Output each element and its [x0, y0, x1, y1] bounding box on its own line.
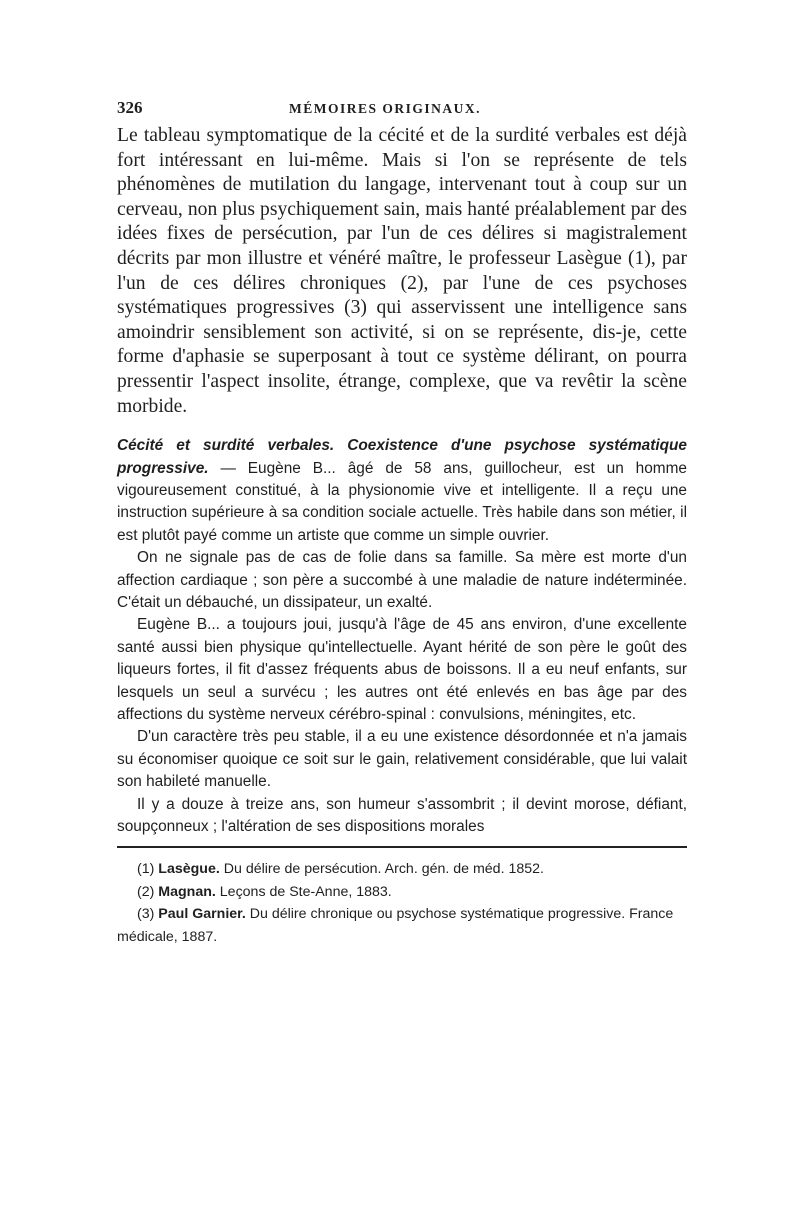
footnote-2-text: Leçons de Ste-Anne, 1883. [215, 883, 392, 900]
footnote-3 [117, 903, 687, 948]
footnote-3-mark: (3) [137, 906, 155, 923]
case-paragraph-1 [117, 435, 687, 547]
footnote-2-mark: (2) [137, 883, 155, 900]
page-number: 326 [117, 98, 143, 117]
footnotes [117, 858, 687, 948]
footnote-3-author: Paul Garnier. [158, 906, 246, 923]
case-paragraph-5: Il y a douze à treize ans, son humeur s'assombrit ; il devint morose, défiant, soupçonneux ; l'altération de ses dispositions morales [117, 795, 687, 836]
footnote-1 [117, 858, 687, 880]
case-paragraph-1-text: — Eugène B... âgé de 58 ans, guillocheur, est un homme vigoureusement constitué, à la physionomie vive et intelligente. Il a reçu une instruction supérieure à sa condition sociale actuelle. Très habile dans son métier, il est plutôt payé comme un artiste que comme un simple ouvrier. [117, 459, 687, 544]
case-paragraph-3: Eugène B... a toujours joui, jusqu'à l'âge de 45 ans environ, d'une excellente santé aussi bien physique qu'intellectuelle. Ayant hérité de son père le goût des liqueurs fortes, il fit d'assez fréquents abus de boissons. Il a eu neuf enfants, sur lesquels un seul a survécu ; les autres ont été enlevés en bas âge par des affections du système nerveux cérébro-spinal : convulsions, méningites, etc. [117, 616, 687, 723]
footnote-1-author: Lasègue. [158, 861, 220, 878]
page [117, 98, 687, 948]
footnote-rule [117, 846, 687, 848]
intro-paragraph: Le tableau symptomatique de la cécité et de la surdité verbales est déjà fort intéressant en lui-même. Mais si l'on se représente de tels phénomènes de mutilation du langage, intervenant tout à coup sur un cerveau, non plus psychiquement sain, mais hanté préalablement par des idées fixes de persécution, par l'un de ces délires si magistralement décrits par mon illustre et vénéré maître, le professeur Lasègue (1), par l'un de ces délires chroniques (2), par l'une de ces psychoses systématiques progressives (3) qui asservissent une intelligence sans amoindrir sensiblement son activité, si on se représente, dis-je, cette forme d'aphasie se superposant à tout ce système délirant, on pourra pressentir l'aspect insolite, étrange, complexe, que va revêtir la scène morbide. [117, 125, 687, 417]
footnote-2 [117, 881, 687, 903]
footnote-1-text: Du délire de persécution. Arch. gén. de méd. 1852. [219, 861, 544, 878]
case-paragraph-2: On ne signale pas de cas de folie dans sa famille. Sa mère est morte d'un affection cardiaque ; son père a succombé à une maladie de nature indéterminée. C'était un débauché, un dissipateur, un exalté. [117, 549, 687, 611]
running-title: MÉMOIRES ORIGINAUX. [289, 101, 482, 116]
footnote-2-author: Magnan. [158, 883, 216, 900]
running-head [117, 98, 687, 122]
footnote-1-mark: (1) [137, 861, 155, 878]
case-paragraph-4: D'un caractère très peu stable, il a eu une existence désordonnée et n'a jamais su économiser quoique ce soit sur le gain, relativement considérable, que lui valait son habileté manuelle. [117, 728, 687, 791]
footnote-3-text: Du délire chronique ou psychose systématique progressive. France médicale, 1887. [117, 906, 674, 945]
case-heading: Cécité et surdité verbales. Coexistence d'une psychose systématique progressive. [117, 437, 687, 477]
